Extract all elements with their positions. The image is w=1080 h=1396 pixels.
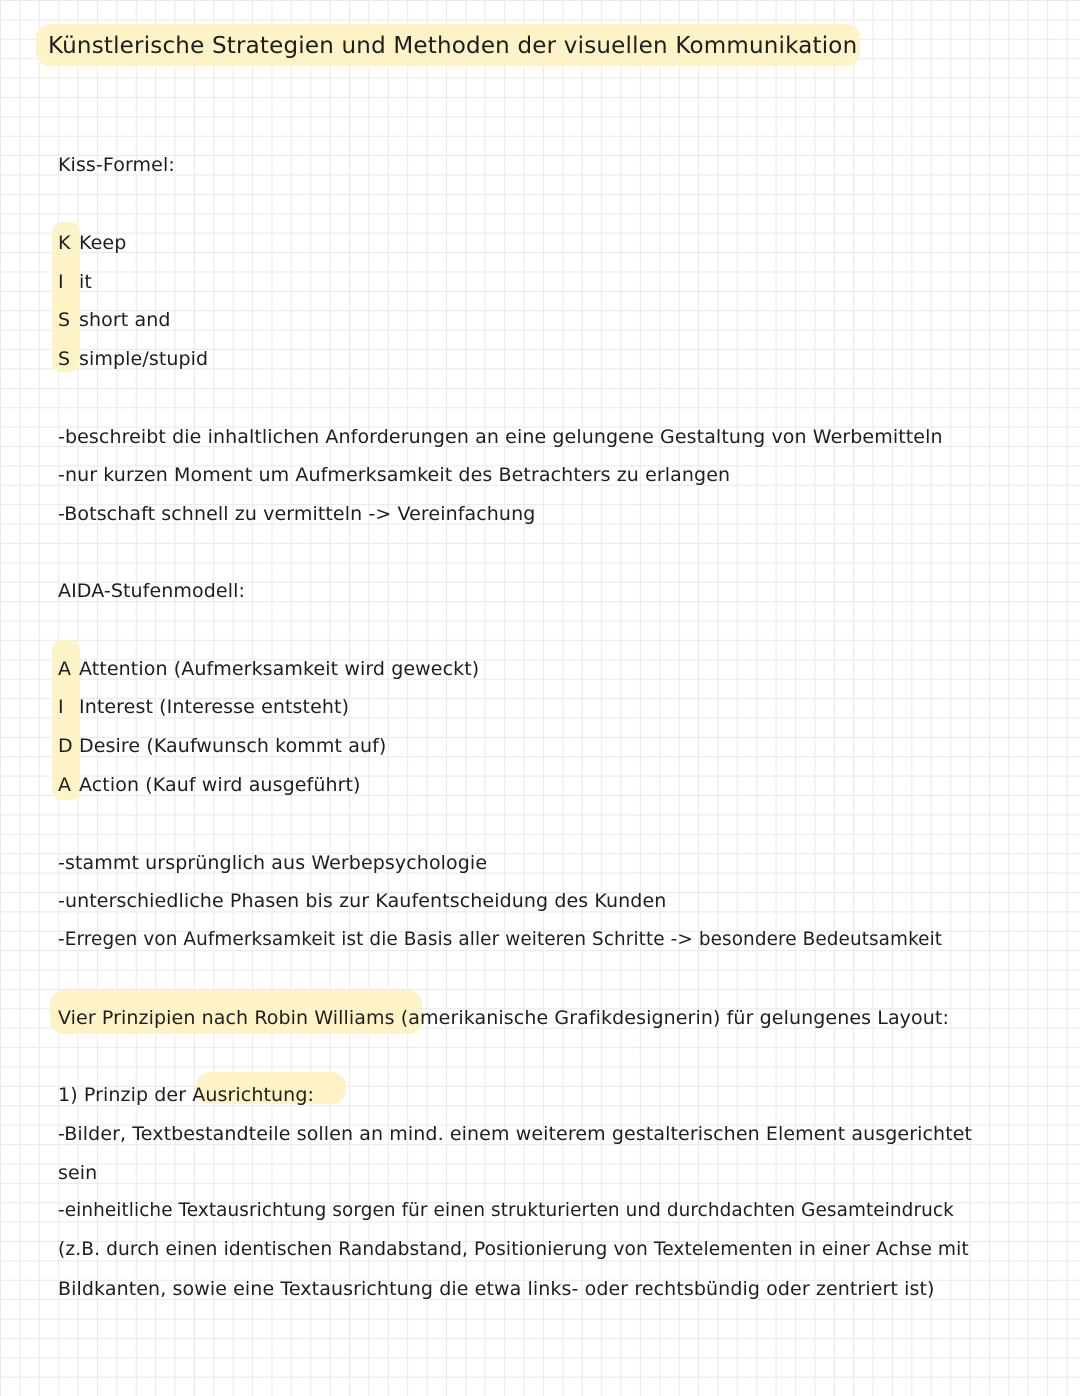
- kiss-item: [58, 306, 171, 334]
- kiss-letter: I: [58, 271, 64, 293]
- kiss-letter: S: [58, 348, 71, 370]
- kiss-letter: K: [58, 232, 71, 254]
- principle1-number: 1) Prinzip der: [58, 1084, 187, 1106]
- principle1-line: Bildkanten, sowie eine Textausrichtung die etwa links- oder rechtsbündig oder zentriert ist): [58, 1278, 935, 1300]
- aida-item: [58, 693, 349, 721]
- principle1-heading: [58, 1081, 314, 1109]
- principle1-line: sein: [58, 1162, 98, 1184]
- aida-letter: A: [58, 658, 72, 680]
- aida-word: Interest (Interesse entsteht): [79, 696, 350, 718]
- kiss-word: short and: [79, 309, 171, 331]
- kiss-word: it: [79, 271, 92, 293]
- principle1-line: -einheitliche Textausrichtung sorgen für einen strukturierten und durchdachten Gesamteindruck: [58, 1200, 954, 1221]
- aida-word: Attention (Aufmerksamkeit wird geweckt): [79, 658, 480, 680]
- aida-item: [58, 655, 479, 683]
- kiss-note: -beschreibt die inhaltlichen Anforderungen an eine gelungene Gestaltung von Werbemitteln: [58, 426, 943, 448]
- aida-note: -Erregen von Aufmerksamkeit ist die Basis aller weiteren Schritte -> besondere Bedeutsamkeit: [58, 929, 943, 950]
- kiss-note: -Botschaft schnell zu vermitteln -> Vereinfachung: [58, 503, 536, 525]
- kiss-item: [58, 345, 208, 373]
- principle1-name: Ausrichtung:: [192, 1084, 314, 1106]
- kiss-note: -nur kurzen Moment um Aufmerksamkeit des Betrachters zu erlangen: [58, 464, 731, 486]
- aida-word: Desire (Kaufwunsch kommt auf): [79, 735, 387, 757]
- kiss-letter: S: [58, 309, 71, 331]
- principle1-line: -Bilder, Textbestandteile sollen an mind. einem weiterem gestalterischen Element ausgerichtet: [58, 1123, 973, 1145]
- aida-letter: D: [58, 735, 73, 757]
- aida-item: [58, 732, 386, 760]
- kiss-heading: Kiss-Formel:: [58, 154, 175, 176]
- kiss-word: simple/stupid: [79, 348, 209, 370]
- aida-note: -stammt ursprünglich aus Werbepsychologie: [58, 852, 488, 874]
- aida-note: -unterschiedliche Phasen bis zur Kaufentscheidung des Kunden: [58, 890, 667, 912]
- aida-letter: I: [58, 696, 64, 718]
- kiss-item: [58, 268, 92, 296]
- principle1-line: (z.B. durch einen identischen Randabstand, Positionierung von Textelementen in einer Achse mit: [58, 1239, 969, 1260]
- aida-heading: AIDA-Stufenmodell:: [58, 580, 245, 602]
- aida-letter: A: [58, 774, 72, 796]
- page-title: Künstlerische Strategien und Methoden der visuellen Kommunikation: [48, 33, 858, 59]
- kiss-item: [58, 229, 126, 257]
- aida-word: Action (Kauf wird ausgeführt): [79, 774, 361, 796]
- williams-heading: Vier Prinzipien nach Robin Williams (amerikanische Grafikdesignerin) für gelungenes Layout:: [58, 1007, 949, 1029]
- aida-item: [58, 771, 361, 799]
- kiss-word: Keep: [79, 232, 127, 254]
